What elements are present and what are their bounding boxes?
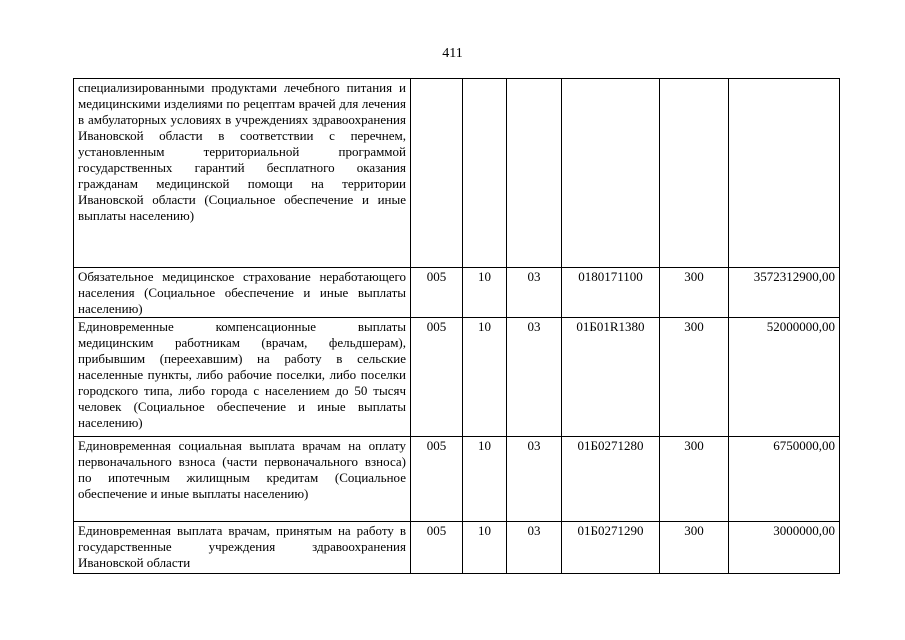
- section-code: 10: [463, 437, 507, 522]
- subsection-code: 03: [507, 522, 562, 574]
- subsection-code: [507, 79, 562, 268]
- section-code: [463, 79, 507, 268]
- table-row: [74, 79, 840, 268]
- target-article-code: 01Б0271280: [562, 437, 660, 522]
- section-code: 10: [463, 268, 507, 318]
- table-row: [74, 268, 840, 318]
- expense-type-code: 300: [660, 437, 729, 522]
- table-row: [74, 437, 840, 522]
- section-code: 10: [463, 318, 507, 437]
- section-code: 10: [463, 522, 507, 574]
- table-row: [74, 318, 840, 437]
- row-description: Единовременная выплата врачам, принятым на работу в государственные учреждения здравоохранения Ивановской области: [74, 522, 411, 574]
- ministry-code: [411, 79, 463, 268]
- target-article-code: 0180171100: [562, 268, 660, 318]
- amount-value: 52000000,00: [729, 318, 840, 437]
- amount-value: 6750000,00: [729, 437, 840, 522]
- ministry-code: 005: [411, 318, 463, 437]
- amount-value: 3000000,00: [729, 522, 840, 574]
- row-description: специализированными продуктами лечебного питания и медицинскими изделиями по рецептам врачей для лечения в амбулаторных условиях в учреждениях здравоохранения Ивановской области в соответствии с перечнем, установленным территориальной программой государственных гарантий бесплатного оказания гражданам медицинской помощи на территории Ивановской области (Социальное обеспечение и иные выплаты населению): [74, 79, 411, 268]
- row-description: Обязательное медицинское страхование неработающего населения (Социальное обеспечение и иные выплаты населению): [74, 268, 411, 318]
- ministry-code: 005: [411, 268, 463, 318]
- target-article-code: 01Б0271290: [562, 522, 660, 574]
- amount-value: 3572312900,00: [729, 268, 840, 318]
- amount-value: [729, 79, 840, 268]
- row-description: Единовременная социальная выплата врачам на оплату первоначального взноса (части первоначального взноса) по ипотечным жилищным кредитам (Социальное обеспечение и иные выплаты населению): [74, 437, 411, 522]
- subsection-code: 03: [507, 268, 562, 318]
- ministry-code: 005: [411, 522, 463, 574]
- expense-type-code: 300: [660, 522, 729, 574]
- expense-type-code: 300: [660, 268, 729, 318]
- table-row: [74, 522, 840, 574]
- expense-type-code: [660, 79, 729, 268]
- expense-type-code: 300: [660, 318, 729, 437]
- ministry-code: 005: [411, 437, 463, 522]
- budget-table: [73, 78, 840, 574]
- subsection-code: 03: [507, 437, 562, 522]
- row-description: Единовременные компенсационные выплаты медицинским работникам (врачам, фельдшерам), прибывшим (переехавшим) на работу в сельские населенные пункты, либо рабочие поселки, либо поселки городского типа, либо города с населением до 50 тысяч человек (Социальное обеспечение и иные выплаты населению): [74, 318, 411, 437]
- subsection-code: 03: [507, 318, 562, 437]
- target-article-code: [562, 79, 660, 268]
- target-article-code: 01Б01R1380: [562, 318, 660, 437]
- page-number: 411: [442, 46, 463, 61]
